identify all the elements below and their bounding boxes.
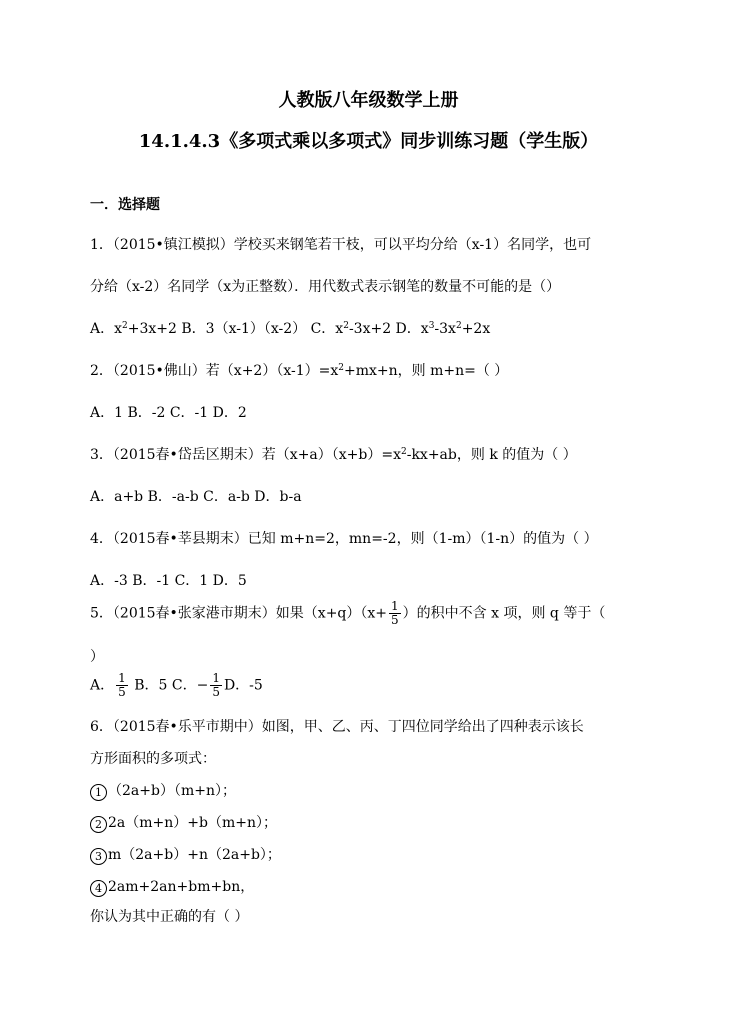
q5-option-a-fraction xyxy=(116,672,128,699)
section-heading: 一．选择题 xyxy=(90,197,160,213)
q1-option-c-rest: -3x+2 D．x xyxy=(348,321,429,337)
q6-item-4 xyxy=(90,876,254,897)
q5-opt-c-den: 5 xyxy=(212,685,220,699)
q6-stem-line2: 方形面积的多项式： xyxy=(90,751,216,767)
q1-option-d-rest: +2x xyxy=(461,321,491,337)
q5-stem-b: ）的积中不含 x 项，则 q 等于（ xyxy=(402,605,606,622)
q1-option-d-mid: -3x xyxy=(434,321,456,337)
q1-exp: 2 xyxy=(343,321,349,331)
q6-item-2 xyxy=(90,812,277,833)
q3-stem xyxy=(90,444,577,464)
q6-stem-line1: 6．（2015春•乐平市期中）如图，甲、乙、丙、丁四位同学给出了四种表示该长 xyxy=(90,719,584,735)
q3-exp: 2 xyxy=(400,447,407,457)
q5-frac-numerator: 1 xyxy=(391,599,399,613)
q5-options xyxy=(90,672,263,699)
document-subtitle: 14.1.4.3《多项式乘以多项式》同步训练习题（学生版） xyxy=(138,131,599,152)
circled-number-1: 1 xyxy=(90,784,107,801)
q4-stem: 4．（2015春•莘县期末）已知 m+n=2，mn=-2，则（1-m）（1-n）的值为（ ） xyxy=(90,531,598,547)
q3-stem-b: -kx+ab，则 k 的值为（ ） xyxy=(406,447,577,463)
q2-exp: 2 xyxy=(338,363,344,373)
q4-options: A．-3 B．-1 C．1 D．5 xyxy=(90,573,247,589)
q2-stem-b: +mx+n，则 m+n=（ ） xyxy=(343,363,509,379)
q1-options xyxy=(90,318,490,338)
q6-item-text: 2a（m+n）+b（m+n）； xyxy=(108,815,277,831)
q1-option-a-prefix: A．x xyxy=(90,321,123,337)
q3-stem-a: 3．（2015春•岱岳区期末）若（x+a）（x+b）=x xyxy=(90,447,401,463)
q1-exp: 3 xyxy=(428,321,435,331)
circled-number-2: 2 xyxy=(90,816,107,833)
q6-item-1 xyxy=(90,780,236,801)
q6-item-text: （2a+b）（m+n）； xyxy=(108,783,236,799)
circled-number-4: 4 xyxy=(90,880,107,897)
q5-frac-denominator: 5 xyxy=(391,613,399,627)
q6-item-3 xyxy=(90,844,281,865)
q5-opt-a-den: 5 xyxy=(118,685,126,699)
q5-option-d: D．-5 xyxy=(223,677,263,694)
q1-exp: 2 xyxy=(455,321,462,331)
q5-fraction xyxy=(389,600,401,627)
q5-stem xyxy=(90,600,605,627)
q5-opt-a-num: 1 xyxy=(118,671,126,685)
q1-exp: 2 xyxy=(122,321,128,331)
q5-stem-a: 5．（2015春•张家港市期末）如果（x+q）（x+ xyxy=(90,605,388,622)
circled-number-3: 3 xyxy=(90,848,107,865)
q2-options: A．1 B．-2 C．-1 D．2 xyxy=(90,405,247,421)
document-title: 人教版八年级数学上册 xyxy=(278,90,459,111)
q3-options: A．a+b B．-a-b C．a-b D．b-a xyxy=(90,489,302,505)
q5-option-a: A． xyxy=(90,677,115,694)
q5-opt-c-num: 1 xyxy=(212,671,220,685)
q2-stem-a: 2．（2015•佛山）若（x+2）（x-1）=x xyxy=(90,363,339,379)
q6-item-text: m（2a+b）+n（2a+b）； xyxy=(108,847,281,863)
q5-option-c-fraction xyxy=(210,672,222,699)
q6-question: 你认为其中正确的有（ ） xyxy=(90,909,249,925)
q6-item-text: 2am+2an+bm+bn， xyxy=(108,879,255,895)
q1-option-a-rest: +3x+2 B．3（x-1）（x-2） C．x xyxy=(127,321,344,337)
q1-stem-line2: 分给（x-2）名同学（x为正整数）．用代数式表示钢笔的数量不可能的是（） xyxy=(90,279,561,295)
q5-opt-c-sign: − xyxy=(196,677,209,694)
q5-stem-close: ） xyxy=(90,649,104,665)
q2-stem xyxy=(90,360,508,380)
q5-option-b-c: B．5 C． xyxy=(129,677,197,694)
q1-stem-line1: 1．（2015•镇江模拟）学校买来钢笔若干枝，可以平均分给（x-1）名同学，也可 xyxy=(90,237,592,253)
